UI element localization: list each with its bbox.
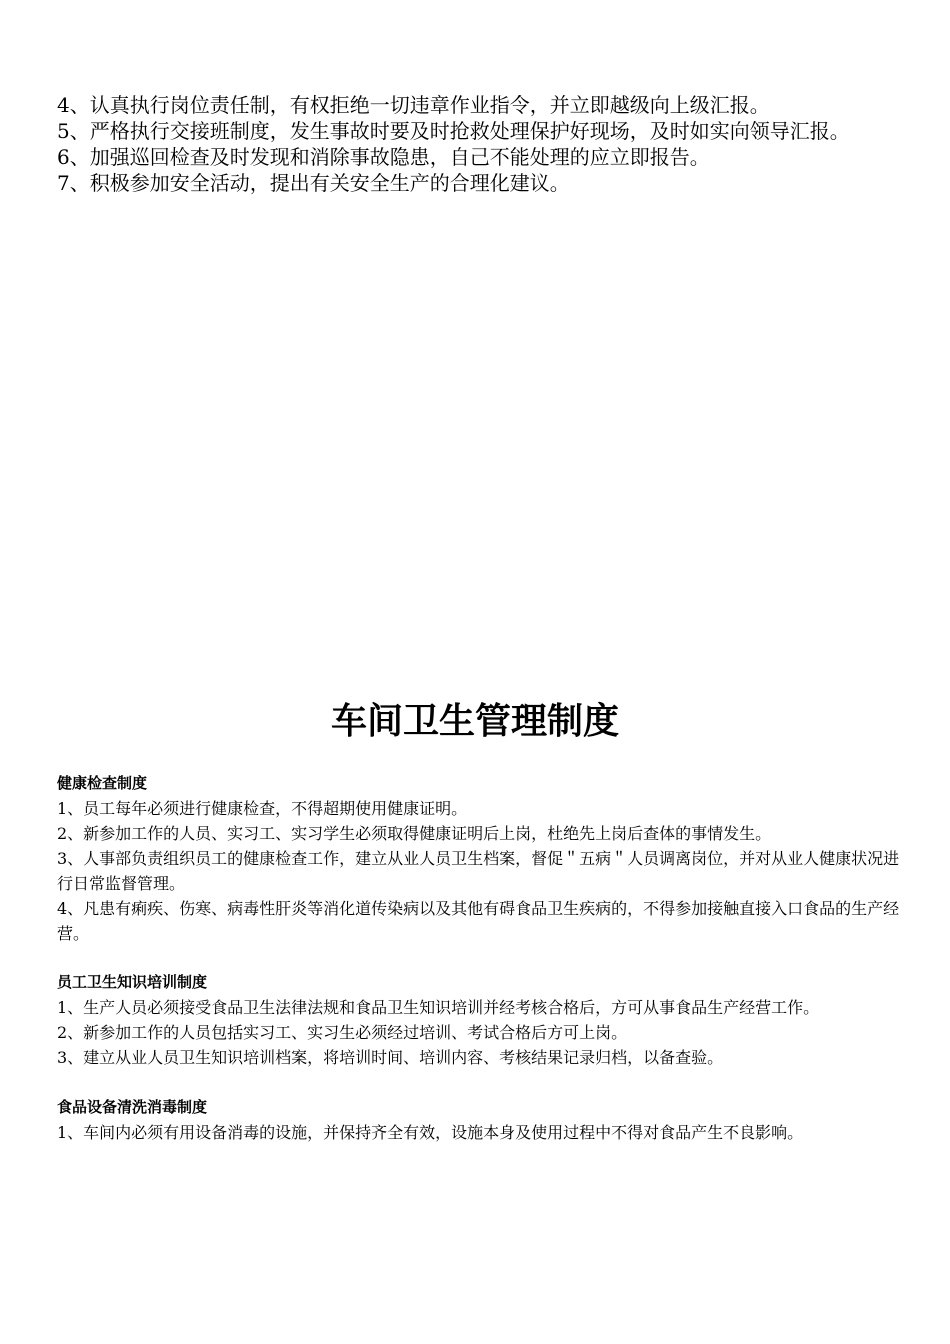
list-item: 6、加强巡回检查及时发现和消除事故隐患，自己不能处理的应立即报告。 <box>57 145 710 169</box>
list-item: 2、新参加工作的人员、实习工、实习学生必须取得健康证明后上岗，杜绝先上岗后查体的事情发生。 <box>57 824 772 843</box>
list-item: 1、员工每年必须进行健康检查，不得超期使用健康证明。 <box>57 799 468 818</box>
list-item: 1、生产人员必须接受食品卫生法律法规和食品卫生知识培训并经考核合格后，方可从事食品生产经营工作。 <box>57 998 820 1017</box>
list-item: 2、新参加工作的人员包括实习工、实习生必须经过培训、考试合格后方可上岗。 <box>57 1023 628 1042</box>
list-item: 3、人事部负责组织员工的健康检查工作，建立从业人员卫生档案，督促＂五病＂人员调离岗位，并对从业人健康状况进行日常监督管理。 <box>57 849 900 893</box>
list-item: 5、严格执行交接班制度，发生事故时要及时抢救处理保护好现场，及时如实向领导汇报。 <box>57 119 850 143</box>
section-health-check <box>57 771 902 946</box>
section-hygiene-training <box>57 970 902 1070</box>
list-item: 1、车间内必须有用设备消毒的设施，并保持齐全有效，设施本身及使用过程中不得对食品产生不良影响。 <box>57 1123 804 1142</box>
section-heading: 健康检查制度 <box>57 774 148 792</box>
list-item: 7、积极参加安全活动，提出有关安全生产的合理化建议。 <box>57 171 570 195</box>
list-item: 4、凡患有痢疾、伤寒、病毒性肝炎等消化道传染病以及其他有碍食品卫生疾病的，不得参加接触直接入口食品的生产经营。 <box>57 899 900 943</box>
list-item: 3、建立从业人员卫生知识培训档案，将培训时间、培训内容、考核结果记录归档，以备查验。 <box>57 1048 724 1067</box>
safety-duties-list <box>57 92 902 196</box>
section-heading: 食品设备清洗消毒制度 <box>57 1098 208 1116</box>
list-item: 4、认真执行岗位责任制，有权拒绝一切违章作业指令，并立即越级向上级汇报。 <box>57 93 770 117</box>
document-title: 车间卫生管理制度 <box>330 701 619 742</box>
section-equipment-disinfection <box>57 1095 902 1145</box>
section-heading: 员工卫生知识培训制度 <box>57 973 208 991</box>
